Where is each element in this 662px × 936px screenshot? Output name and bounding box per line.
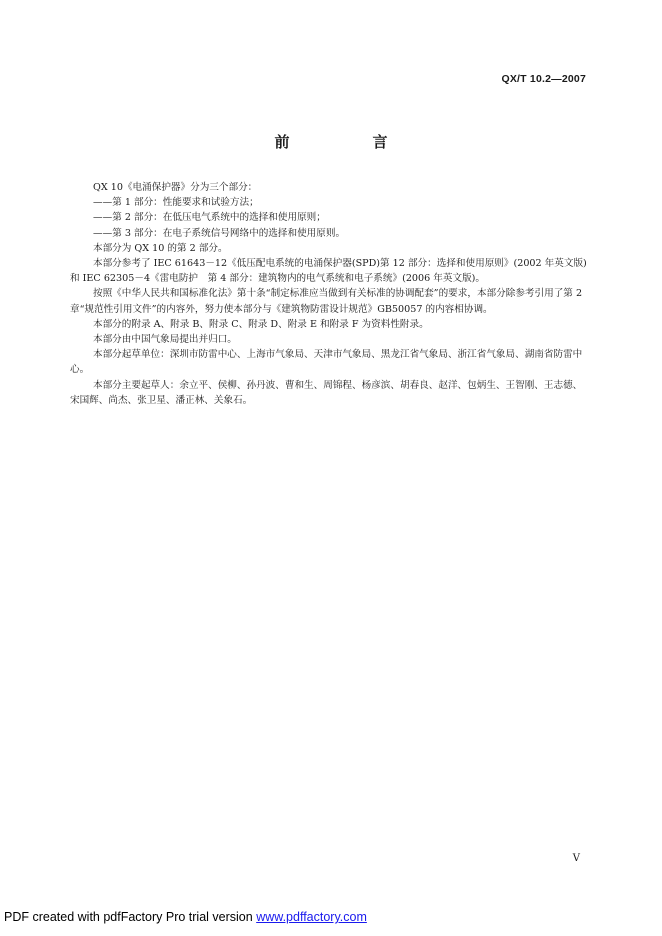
paragraph: 本部分由中国气象局提出并归口。 bbox=[93, 334, 237, 346]
paragraph: 本部分起草单位：深圳市防雷中心、上海市气象局、天津市气象局、黑龙江省气象局、浙江省气象局、湖南省防雷中心。 bbox=[70, 349, 583, 376]
list-item: ——第 2 部分：在低压电气系统中的选择和使用原则； bbox=[93, 212, 326, 224]
standard-code: QX/T 10.2—2007 bbox=[501, 73, 586, 85]
page-title: 前 言 bbox=[274, 133, 422, 151]
paragraph: 本部分为 QX 10 的第 2 部分。 bbox=[93, 242, 228, 254]
paragraph: 本部分主要起草人：余立平、侯柳、孙丹波、曹和生、周锦程、杨彦滨、胡春良、赵洋、包炳生、王智刚、王志德、宋国辉、尚杰、张卫星、潘正林、关象石。 bbox=[70, 379, 583, 406]
pdf-watermark-footer bbox=[4, 910, 367, 924]
paragraph: 按照《中华人民共和国标准化法》第十条“制定标准应当做到有关标准的协调配套”的要求，本部分除参考引用了第 2 章“规范性引用文件”的内容外，努力使本部分与《建筑物防雷设计规范》GB50057 的内容相协调。 bbox=[70, 288, 583, 315]
paragraph: QX 10《电涌保护器》分为三个部分： bbox=[93, 182, 258, 193]
foreword-body bbox=[70, 180, 590, 408]
pdffactory-link[interactable]: www.pdffactory.com bbox=[256, 910, 367, 924]
page-number: V bbox=[572, 853, 580, 864]
list-item: ——第 1 部分：性能要求和试验方法； bbox=[93, 197, 259, 209]
paragraph: 本部分的附录 A、附录 B、附录 C、附录 D、附录 E 和附录 F 为资料性附录。 bbox=[93, 318, 429, 330]
list-item: ——第 3 部分：在电子系统信号网络中的选择和使用原则。 bbox=[93, 227, 346, 239]
paragraph: 本部分参考了 IEC 61643－12《低压配电系统的电涌保护器(SPD)第 12 部分：选择和使用原则》(2002 年英文版)和 IEC 62305－4《雷电防护 第 4 部分：建筑物内的电气系统和电子系统》(2006 年英文版)。 bbox=[70, 258, 587, 285]
pdf-notice-text: PDF created with pdfFactory Pro trial version bbox=[4, 910, 257, 924]
